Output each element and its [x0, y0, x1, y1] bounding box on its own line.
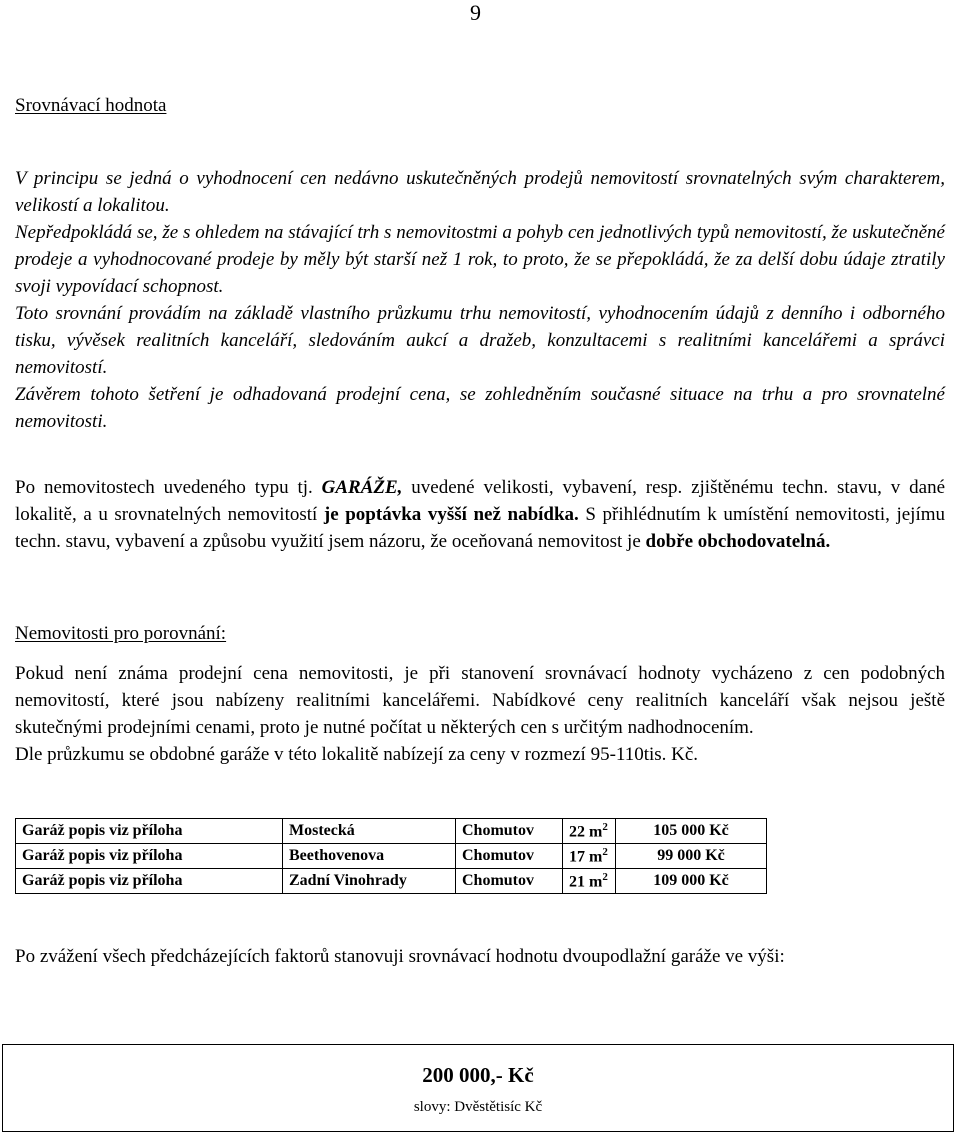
cell-description: Garáž popis viz příloha — [16, 819, 283, 844]
area-value: 21 m — [569, 873, 603, 891]
cell-city: Chomutov — [456, 869, 563, 894]
cell-area — [563, 819, 616, 844]
cell-area — [563, 844, 616, 869]
paragraph-price-range: Dle průzkumu se obdobné garáže v této lokalitě nabízejí za ceny v rozmezí 95-110tis. Kč. — [15, 744, 699, 765]
cell-price: 109 000 Kč — [616, 869, 767, 894]
paragraph-survey: Toto srovnání provádím na základě vlastního průzkumu trhu nemovitostí, vyhodnocením údajů z denního i odborného tisku, vývěsek realitních kanceláří, sledováním aukcí a dražeb, konzultacemi s realitními kancelářemi a správci nemovitostí. — [15, 303, 945, 378]
cell-street: Zadní Vinohrady — [283, 869, 456, 894]
cell-street: Beethovenova — [283, 844, 456, 869]
cell-city: Chomutov — [456, 819, 563, 844]
paragraph-principle: V principu se jedná o vyhodnocení cen nedávno uskutečněných prodejů nemovitostí srovnatelných svým charakterem, velikostí a lokalitou. — [15, 168, 945, 216]
area-exponent: 2 — [602, 820, 608, 833]
marketability-statement: dobře obchodovatelná. — [645, 531, 831, 552]
amount-in-words: slovy: Dvěstětisíc Kč — [413, 1099, 543, 1115]
market-text-3: S přihlédnutím k umístění nemovitosti, jejímu techn. stavu, vybavení a způsobu využití jsem názoru, že oceňovaná nemovitost je — [15, 504, 945, 552]
page-number: 9 — [470, 0, 481, 25]
cell-price: 105 000 Kč — [616, 819, 767, 844]
cell-description: Garáž popis viz příloha — [16, 844, 283, 869]
property-type: GARÁŽE, — [321, 477, 403, 498]
area-exponent: 2 — [602, 870, 608, 883]
paragraph-conclusion: Závěrem tohoto šetření je odhadovaná prodejní cena, se zohledněním současné situace na trhu a pro srovnatelné nemovitosti. — [15, 384, 945, 432]
table-row — [16, 819, 767, 844]
paragraph-assumption: Nepředpokládá se, že s ohledem na stávající trh s nemovitostmi a pohyb cen jednotlivých typů nemovitostí, že uskutečněné prodeje a vyhodnocované prodeje by měly být starší než 1 rok, to proto, že se přepokládá, že za delší dobu údaje ztratily svoji vypovídací schopnost. — [15, 222, 945, 297]
conclusion-text: Po zvážení všech předcházejících faktorů stanovuji srovnávací hodnotu dvoupodlažní garáže ve výši: — [15, 946, 785, 967]
comparables-description — [15, 660, 945, 768]
section-heading-comparables: Nemovitosti pro porovnání: — [15, 623, 227, 644]
paragraph-offer-prices: Pokud není známa prodejní cena nemovitosti, je při stanovení srovnávací hodnoty vycházeno z cen podobných nemovitostí, které jsou nabízeny realitními kancelářemi. Nabídkové ceny realitních kanceláří však nejsou ještě skutečnými prodejními cenami, proto je nutné počítat u některých cen s určitým nadhodnocením. — [15, 663, 945, 738]
cell-price: 99 000 Kč — [616, 844, 767, 869]
area-value: 22 m — [569, 823, 603, 841]
demand-statement: je poptávka vyšší než nabídka. — [323, 504, 579, 525]
result-box — [2, 1044, 954, 1132]
method-description — [15, 165, 945, 435]
market-text-1: Po nemovitostech uvedeného typu tj. — [15, 477, 322, 498]
market-text-2: uvedené velikosti, vybavení, resp. zjištěnému techn. stavu, v dané lokalitě, a u srovnatelných nemovitostí — [15, 477, 946, 525]
section-heading-comparative-value: Srovnávací hodnota — [15, 95, 167, 116]
cell-area — [563, 869, 616, 894]
table-row — [16, 844, 767, 869]
comparison-table — [15, 818, 767, 894]
area-value: 17 m — [569, 848, 603, 866]
area-exponent: 2 — [602, 845, 608, 858]
comparative-value-amount: 200 000,- Kč — [422, 1063, 534, 1087]
cell-city: Chomutov — [456, 844, 563, 869]
market-assessment — [15, 474, 945, 555]
cell-street: Mostecká — [283, 819, 456, 844]
table-row — [16, 869, 767, 894]
cell-description: Garáž popis viz příloha — [16, 869, 283, 894]
